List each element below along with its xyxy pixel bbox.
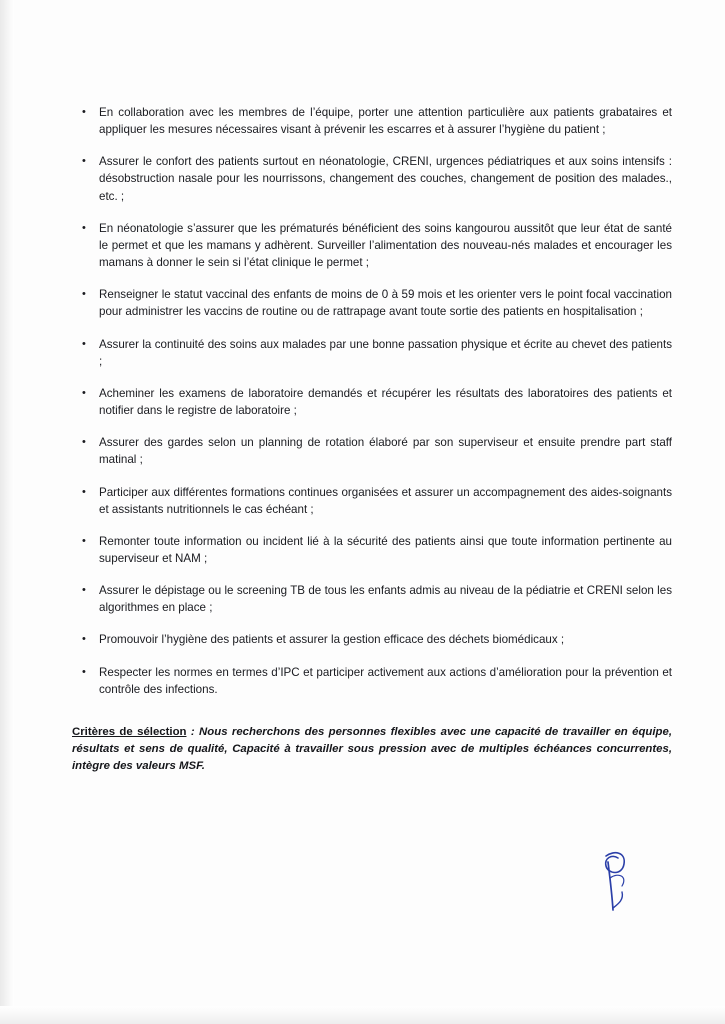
- list-item: [72, 533, 672, 567]
- list-item-text: Renseigner le statut vaccinal des enfants de moins de 0 à 59 mois et les orienter vers le point focal vaccination pour administrer les vaccins de routine ou de rattrapage avant toute sortie des patients en hospitalisation ;: [99, 288, 672, 319]
- list-item: [72, 582, 672, 616]
- selection-criteria-label: Critères de sélection: [72, 725, 187, 738]
- list-item-text: Assurer le confort des patients surtout en néonatologie, CRENI, urgences pédiatriques et aux soins intensifs : désobstruction nasale pour les nourrissons, changement des couches, changement de position des malades., etc. ;: [99, 155, 672, 203]
- list-item: [72, 220, 672, 271]
- document-body: [72, 104, 672, 787]
- list-item: [72, 434, 672, 468]
- signature-mark: [592, 848, 662, 928]
- list-item-text: Promouvoir l’hygiène des patients et assurer la gestion efficace des déchets biomédicaux ;: [99, 633, 565, 647]
- bullet-icon: •: [82, 665, 86, 678]
- list-item-text: Acheminer les examens de laboratoire demandés et récupérer les résultats des laboratoires des patients et notifier dans le registre de laboratoire ;: [99, 386, 672, 418]
- scan-edge-left: [0, 0, 14, 1024]
- bullet-icon: •: [82, 485, 86, 498]
- bullet-icon: •: [82, 221, 86, 234]
- bullet-icon: •: [82, 155, 86, 168]
- bullet-icon: •: [82, 436, 86, 449]
- list-item-text: Participer aux différentes formations continues organisées et assurer un accompagnement des aides-soignants et assistants nutritionnels le cas échéant ;: [99, 485, 672, 516]
- list-item-text: Assurer le dépistage ou le screening TB de tous les enfants admis au niveau de la pédiatrie et CRENI selon les algorithmes en place ;: [99, 584, 672, 615]
- bullet-icon: •: [82, 584, 86, 597]
- list-item-text: Remonter toute information ou incident lié à la sécurité des patients ainsi que toute information pertinente au superviseur et NAM ;: [99, 534, 672, 565]
- selection-criteria-paragraph: [72, 724, 672, 775]
- list-item: [72, 664, 672, 698]
- bullet-icon: •: [82, 386, 86, 399]
- scan-edge-bottom: [0, 1006, 725, 1024]
- bullet-icon: •: [82, 534, 86, 547]
- list-item: [72, 286, 672, 320]
- selection-criteria-text: Nous recherchons des personnes flexibles avec une capacité de travailler en équipe, résultats et sens de qualité, Capacité à travailler sous pression avec de multiples échéances concurrentes, intègre des valeurs MSF.: [72, 725, 673, 773]
- list-item-text: Respecter les normes en termes d’IPC et participer activement aux actions d’amélioration pour la prévention et contrôle des infections.: [99, 665, 672, 696]
- bullet-icon: •: [82, 337, 86, 350]
- list-item-text: Assurer des gardes selon un planning de rotation élaboré par son superviseur et ensuite prendre part staff matinal ;: [99, 436, 672, 467]
- list-item: [72, 631, 672, 648]
- list-item-text: En néonatologie s’assurer que les prématurés bénéficient des soins kangourou aussitôt que leur état de santé le permet et que les mamans y adhèrent. Surveiller l’alimentation des nouveau-nés malades et encourager les mamans à donner le sein si l’état clinique le permet ;: [99, 221, 672, 270]
- list-item: [72, 484, 672, 518]
- list-item-text: Assurer la continuité des soins aux malades par une bonne passation physique et écrite au chevet des patients ;: [99, 337, 672, 368]
- list-item: [72, 385, 672, 419]
- list-item: [72, 153, 672, 204]
- selection-criteria-separator: :: [186, 725, 200, 738]
- bullet-icon: •: [82, 633, 86, 646]
- list-item: [72, 336, 672, 370]
- list-item-text: En collaboration avec les membres de l’équipe, porter une attention particulière aux patients grabataires et appliquer les mesures nécessaires visant à prévenir les escarres et à assurer l’hygiène du patient ;: [99, 106, 672, 137]
- list-item: [72, 104, 672, 138]
- duties-list: [72, 104, 672, 698]
- bullet-icon: •: [82, 106, 86, 118]
- bullet-icon: •: [82, 288, 86, 301]
